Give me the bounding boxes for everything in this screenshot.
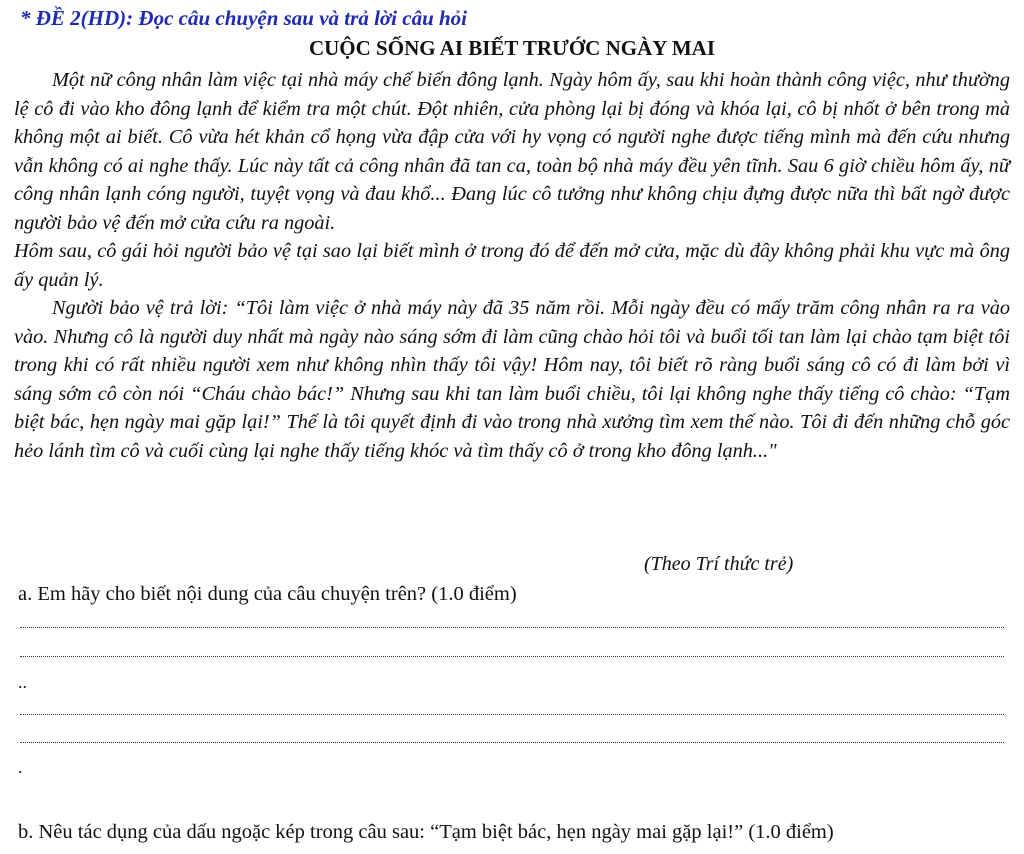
- answer-line[interactable]: [20, 742, 1004, 743]
- exam-header: * ĐỀ 2(HD): Đọc câu chuyện sau và trả lời câu hỏi: [20, 6, 468, 30]
- stray-mark: .: [18, 757, 23, 777]
- story-paragraph-1: Một nữ công nhân làm việc tại nhà máy chế biến đông lạnh. Ngày hôm ấy, sau khi hoàn thành công việc, như thường lệ cô đi vào kho đông lạnh để kiểm tra một chút. Đột nhiên, cửa phòng lại bị đóng và khóa lại, cô bị nhốt ở bên trong mà không một ai biết. Cô vừa hét khản cổ họng vừa đập cửa với hy vọng có người nghe được tiếng mình mà đến cứu nhưng vẫn không có ai nghe thấy. Lúc này tất cả công nhân đã tan ca, toàn bộ nhà máy đều yên tĩnh. Sau 6 giờ chiều hôm ấy, nữ công nhân lạnh cóng người, tuyệt vọng và đau khổ... Đang lúc cô tưởng như không chịu đựng được nữa thì bất ngờ được người bảo vệ đến mở cửa cứu ra ngoài.: [14, 69, 1010, 234]
- stray-mark: ..: [18, 672, 27, 692]
- question-b: b. Nêu tác dụng của dấu ngoặc kép trong câu sau: “Tạm biệt bác, hẹn ngày mai gặp lại!” (1.0 điểm): [18, 821, 834, 843]
- answer-line[interactable]: [20, 714, 1004, 715]
- answer-line[interactable]: [20, 656, 1004, 657]
- story-paragraph-2: Hôm sau, cô gái hỏi người bảo vệ tại sao lại biết mình ở trong đó để đến mở cửa, mặc dù đây không phải khu vực mà ông ấy quản lý.: [14, 240, 1010, 291]
- story-source: (Theo Trí thức trẻ): [644, 553, 794, 575]
- story-paragraph-3: Người bảo vệ trả lời: “Tôi làm việc ở nhà máy này đã 35 năm rồi. Mỗi ngày đều có mấy trăm công nhân ra ra vào vào. Nhưng cô là người duy nhất mà ngày nào sáng sớm đi làm cũng chào hỏi tôi và buổi tối tan làm lại chào tạm biệt tôi trong khi có rất nhiều người xem như không nhìn thấy tôi vậy! Hôm nay, tôi biết rõ ràng buổi sáng cô có đi làm bởi vì sáng sớm cô còn nói “Cháu chào bác!” Nhưng sau khi tan làm buổi chiều, tôi lại không nghe thấy tiếng cô chào: “Tạm biệt bác, hẹn ngày mai gặp lại!” Thế là tôi quyết định đi vào trong nhà xưởng tìm xem thế nào. Tôi đi đến những chỗ góc hẻo lánh tìm cô và cuối cùng lại nghe thấy tiếng khóc và tìm thấy cô ở trong kho đông lạnh...": [14, 297, 1010, 462]
- story-title: CUỘC SỐNG AI BIẾT TRƯỚC NGÀY MAI: [308, 36, 716, 60]
- story-body: [14, 66, 1010, 465]
- question-a: a. Em hãy cho biết nội dung của câu chuyện trên? (1.0 điểm): [18, 583, 517, 605]
- answer-line[interactable]: [20, 627, 1004, 628]
